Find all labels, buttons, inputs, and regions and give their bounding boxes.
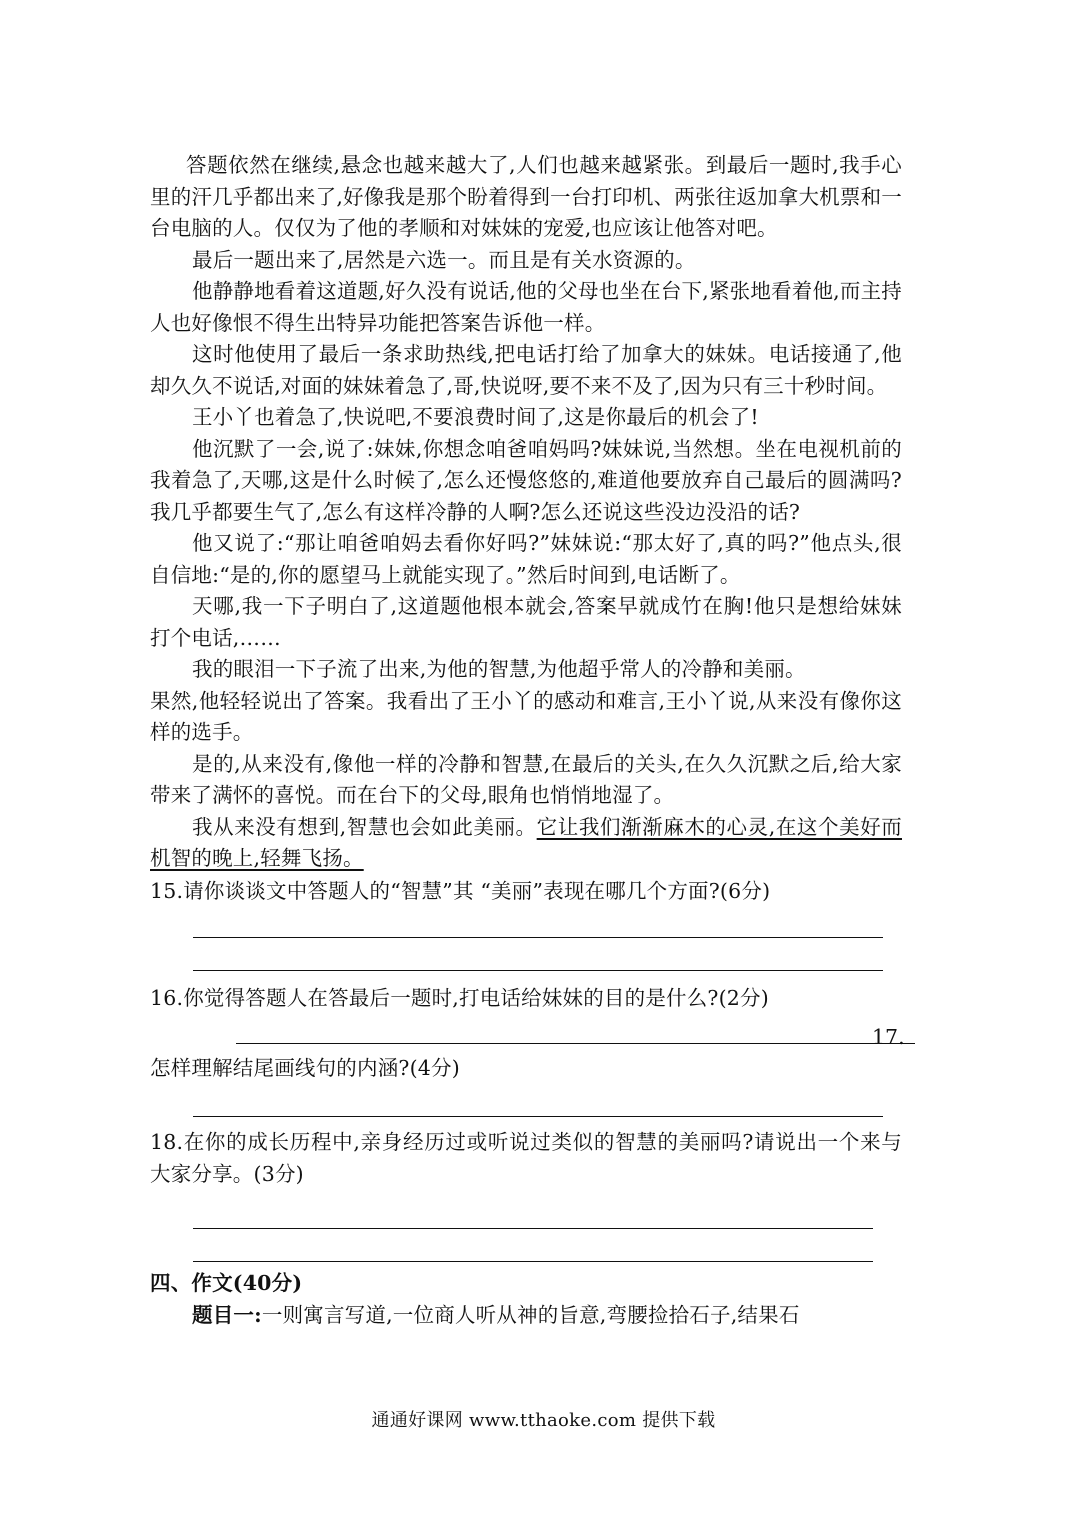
paragraph: 他又说了:“那让咱爸咱妈去看你好吗?”妹妹说:“那太好了,真的吗?”他点头,很自信地:“是的,你的愿望马上就能实现了。”然后时间到,电话断了。	[150, 531, 902, 587]
section-heading: 四、作文(40分)	[150, 1271, 303, 1295]
paragraph: 我的眼泪一下子流了出来,为他的智慧,为他超乎常人的冷静和美丽。	[192, 657, 806, 681]
question-15: 15.请你谈谈文中答题人的“智慧”其 “美丽”表现在哪几个方面?(6分)	[150, 878, 771, 903]
essay-topic	[150, 1300, 902, 1332]
question-16: 16.你觉得答题人在答最后一题时,打电话给妹妹的目的是什么?(2分)	[150, 986, 769, 1010]
paragraph: 这时他使用了最后一条求助热线,把电话打给了加拿大的妹妹。电话接通了,他却久久不说话,对面的妹妹着急了,哥,快说呀,要不来不及了,因为只有三十秒时间。	[150, 342, 902, 398]
question-17: 怎样理解结尾画线句的内涵?(4分)	[150, 1055, 460, 1080]
answer-line	[193, 937, 883, 938]
final-paragraph	[150, 812, 902, 875]
paragraph: 答题依然在继续,悬念也越来越大了,人们也越来越紧张。到最后一题时,我手心里的汗几乎都出来了,好像我是那个盼着得到一台打印机、两张往返加拿大机票和一台电脑的人。仅仅为了他的孝顺和对妹妹的宠爱,也应该让他答对吧。	[150, 153, 902, 240]
topic-text: 一则寓言写道,一位商人听从神的旨意,弯腰捡拾石子,结果石	[261, 1302, 800, 1327]
question-18: 18.在你的成长历程中,亲身经历过或听说过类似的智慧的美丽吗?请说出一个来与大家分享。(3分)	[150, 1130, 902, 1186]
answer-line	[193, 1228, 873, 1229]
paragraph: 他静静地看着这道题,好久没有说话,他的父母也坐在台下,紧张地看着他,而主持人也好像恨不得生出特异功能把答案告诉他一样。	[150, 279, 902, 335]
answer-line	[193, 1261, 873, 1262]
paragraph: 最后一题出来了,居然是六选一。而且是有关水资源的。	[192, 247, 696, 272]
topic-label: 题目一:	[192, 1302, 262, 1327]
document-body	[150, 150, 905, 1331]
answer-line	[193, 970, 883, 971]
question-16-answer-row	[150, 1015, 905, 1049]
final-paragraph-plain: 我从来没有想到,智慧也会如此美丽。	[192, 814, 537, 839]
page-footer: 通通好课网 www.tthaoke.com 提供下载	[371, 1410, 716, 1431]
paragraph: 王小丫也着急了,快说吧,不要浪费时间了,这是你最后的机会了!	[192, 405, 759, 429]
paragraph: 是的,从来没有,像他一样的冷静和智慧,在最后的关头,在久久沉默之后,给大家带来了满怀的喜悦。而在台下的父母,眼角也悄悄地湿了。	[150, 751, 902, 807]
answer-line	[193, 1116, 883, 1117]
answer-line	[236, 1043, 915, 1044]
question-17-number: 17.	[872, 1024, 905, 1049]
underlined-sentence: 它让我们渐渐麻木的心灵,在这个美好而机智的晚上,轻舞飞扬。	[150, 814, 902, 870]
paragraph: 果然,他轻轻说出了答案。我看出了王小丫的感动和难言,王小丫说,从来没有像你这样的选手。	[150, 688, 902, 744]
paragraph: 他沉默了一会,说了:妹妹,你想念咱爸咱妈吗?妹妹说,当然想。坐在电视机前的我着急了,天哪,这是什么时候了,怎么还慢悠悠的,难道他要放弃自己最后的圆满吗?我几乎都要生气了,怎么有这样冷静的人啊?怎么还说这些没边没沿的话?	[150, 436, 902, 524]
paragraph: 天哪,我一下子明白了,这道题他根本就会,答案早就成竹在胸!他只是想给妹妹打个电话,……	[150, 594, 902, 650]
